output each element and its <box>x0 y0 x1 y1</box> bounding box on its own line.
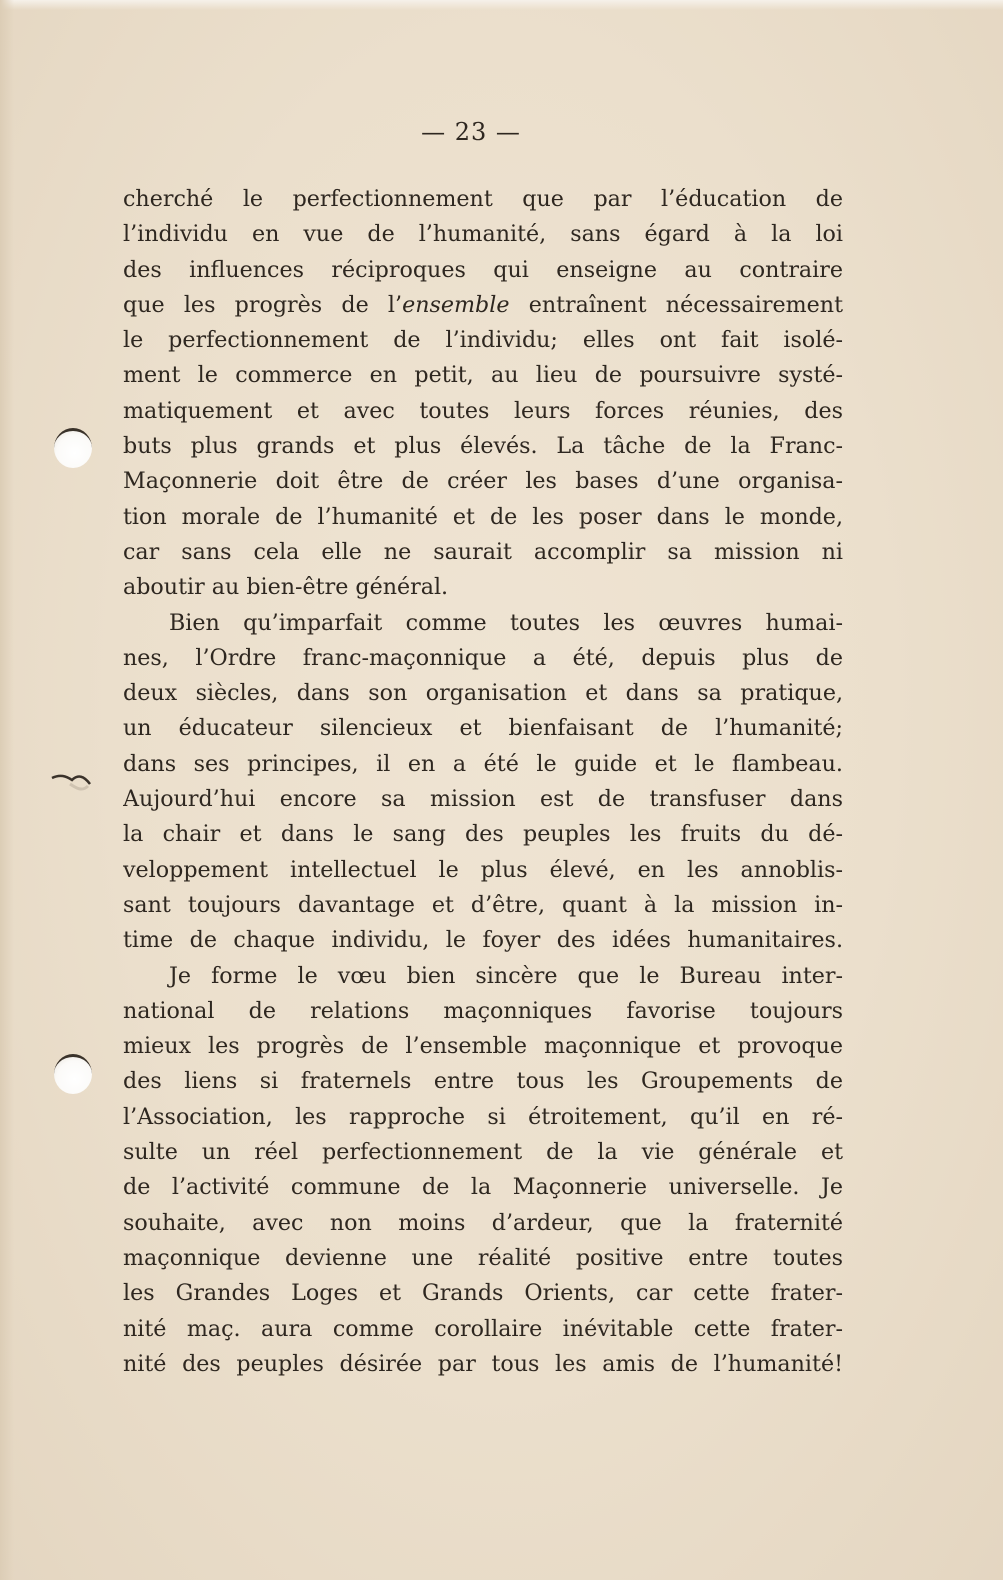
text-line: national de relations maçonniques favorise toujours <box>123 997 843 1024</box>
text-line: dans ses principes, il en a été le guide et le flambeau. <box>123 750 843 777</box>
text-line: tion morale de l’humanité et de les poser dans le monde, <box>123 503 843 530</box>
text-line: des liens si fraternels entre tous les Groupements de <box>123 1068 843 1095</box>
text-line: mieux les progrès de l’ensemble maçonnique et provoque <box>123 1033 843 1060</box>
binding-hole-bottom <box>54 1054 92 1094</box>
text-line: de l’activité commune de la Maçonnerie universelle. Je <box>123 1174 843 1201</box>
text-line: sulte un réel perfectionnement de la vie générale et <box>123 1139 843 1166</box>
text-line: matiquement et avec toutes leurs forces réunies, des <box>123 397 843 424</box>
binding-hole-top <box>54 428 92 468</box>
text-line: la chair et dans le sang des peuples les fruits du dé- <box>123 821 843 848</box>
page-left-edge <box>0 0 14 1580</box>
text-line: aboutir au bien-être général. <box>123 574 449 601</box>
text-line: ment le commerce en petit, au lieu de poursuivre systé- <box>123 362 843 389</box>
text-line: veloppement intellectuel le plus élevé, en les annoblis- <box>123 856 843 883</box>
text-line: Bien qu’imparfait comme toutes les œuvres humai- <box>169 609 843 636</box>
body-text <box>123 182 843 1382</box>
text-line: l’individu en vue de l’humanité, sans égard à la loi <box>123 221 843 248</box>
text-line: maçonnique devienne une réalité positive entre toutes <box>123 1244 843 1271</box>
text-line: Maçonnerie doit être de créer les bases d’une organisa- <box>123 468 843 495</box>
text-line: Je forme le vœu bien sincère que le Bureau inter- <box>169 962 843 989</box>
text-line: les Grandes Loges et Grands Orients, car cette frater- <box>123 1280 843 1307</box>
text-line: cherché le perfectionnement que par l’éducation de <box>123 186 843 212</box>
text-line: nité des peuples désirée par tous les amis de l’humanité! <box>123 1350 843 1377</box>
binding-tear-mark <box>50 770 94 798</box>
text-line <box>123 288 843 323</box>
page-number: — 23 — <box>421 118 521 146</box>
text-line: Aujourd’hui encore sa mission est de transfuser dans <box>123 786 843 813</box>
emphasis-word: ensemble <box>402 291 510 318</box>
text-line: le perfectionnement de l’individu; elles ont fait isolé- <box>123 327 843 354</box>
text-line: sant toujours davantage et d’être, quant à la mission in- <box>123 891 843 918</box>
text-line: car sans cela elle ne saurait accomplir sa mission ni <box>123 538 843 565</box>
text-line: time de chaque individu, le foyer des idées humanitaires. <box>123 927 843 954</box>
text-line: un éducateur silencieux et bienfaisant de l’humanité; <box>123 715 843 742</box>
text-line: deux siècles, dans son organisation et dans sa pratique, <box>123 680 843 707</box>
page-top-edge <box>0 0 1003 10</box>
text-line: l’Association, les rapproche si étroitement, qu’il en ré- <box>123 1103 843 1130</box>
text-line: nes, l’Ordre franc-maçonnique a été, depuis plus de <box>123 644 843 671</box>
text-run: que les progrès de l’ <box>123 291 403 318</box>
text-run: entraînent nécessairement <box>509 291 843 318</box>
text-line: souhaite, avec non moins d’ardeur, que la fraternité <box>123 1209 843 1236</box>
text-line: buts plus grands et plus élevés. La tâche de la Franc- <box>123 433 843 460</box>
text-line: nité maç. aura comme corollaire inévitable cette frater- <box>123 1315 843 1342</box>
text-line: des influences réciproques qui enseigne au contraire <box>123 256 843 283</box>
